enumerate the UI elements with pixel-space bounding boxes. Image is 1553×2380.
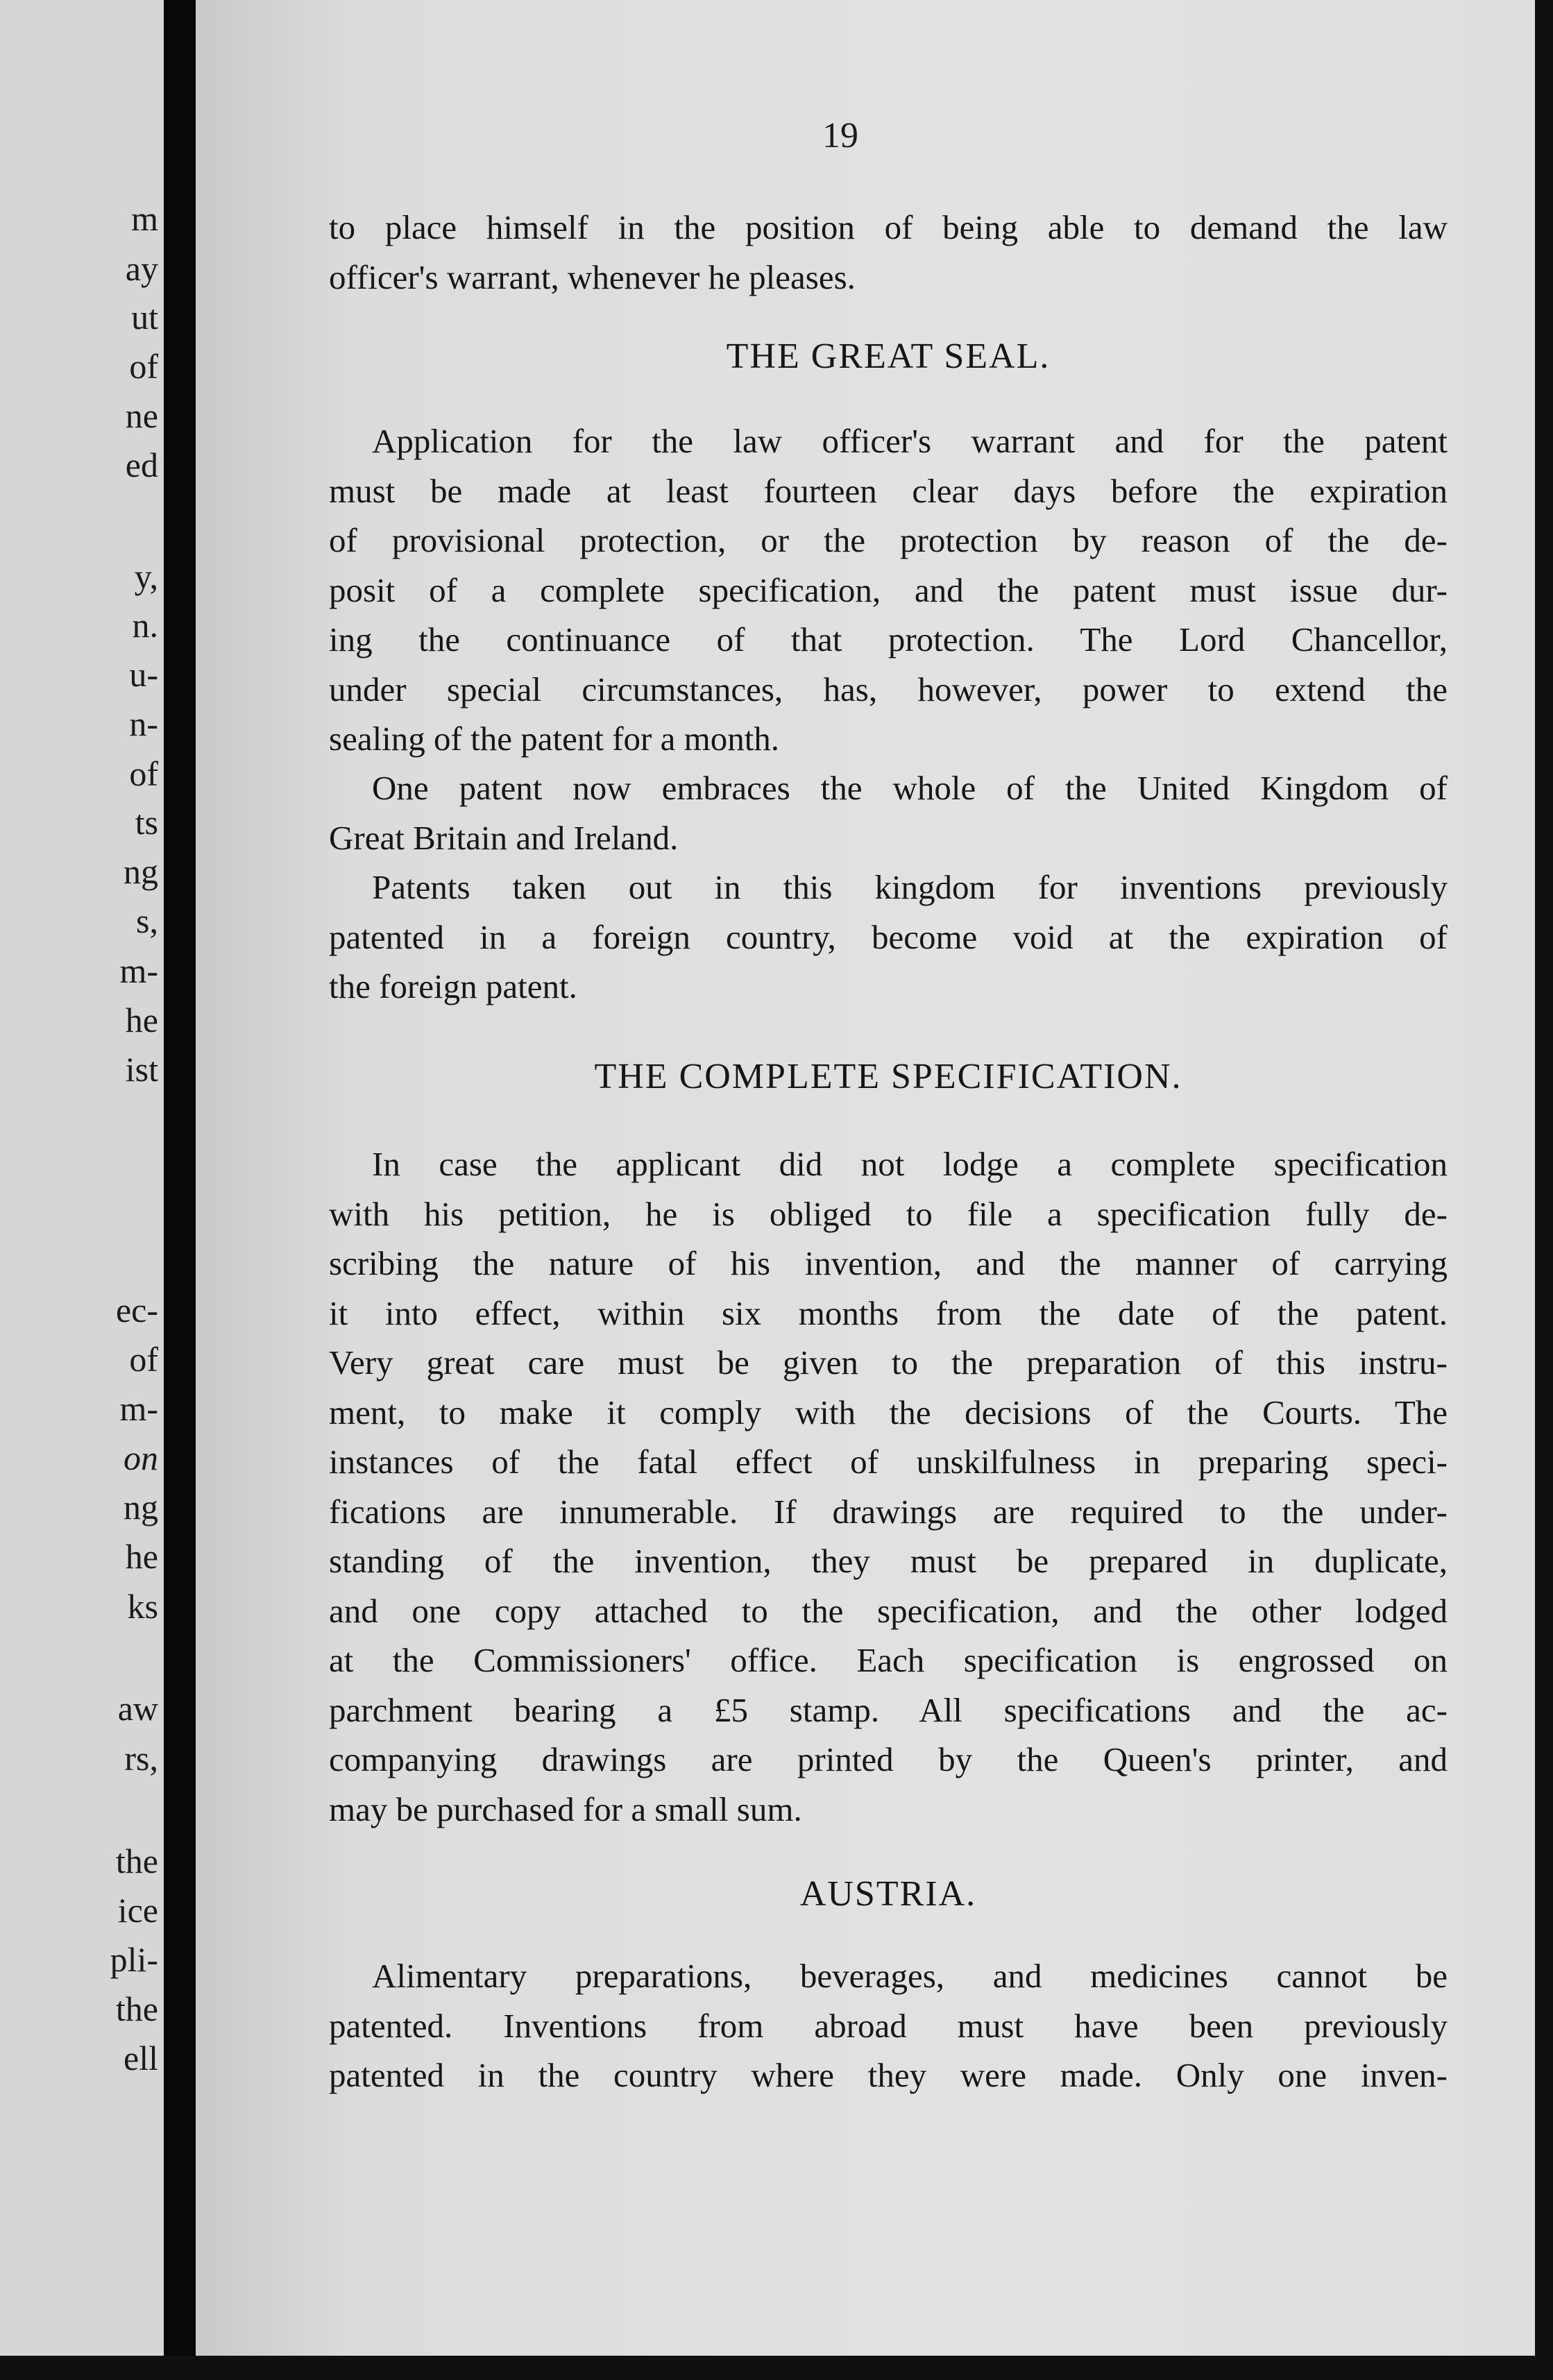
left-page-fragment: y,: [134, 557, 158, 596]
text-line: Great Britain and Ireland.: [329, 818, 679, 857]
left-page-fragment: ts: [135, 803, 158, 842]
section-heading-austria: AUSTRIA.: [799, 1874, 977, 1914]
text-line: officer's warrant, whenever he pleases.: [329, 257, 856, 296]
left-page-fragment: m: [131, 199, 158, 238]
text-line: fications are innumerable. If drawings are required to the under-: [329, 1492, 1448, 1531]
left-page-fragment: aw: [117, 1689, 158, 1728]
text-line: of provisional protection, or the protection by reason of the de-: [329, 521, 1448, 559]
left-page-fragment: ice: [117, 1891, 158, 1930]
left-page-fragment: rs,: [124, 1739, 158, 1778]
text-line: instances of the fatal effect of unskilfulness in preparing speci-: [329, 1443, 1448, 1481]
text-line: Very great care must be given to the preparation of this instru-: [329, 1343, 1448, 1382]
left-page-fragment: m-: [119, 951, 158, 990]
great-seal-paragraph-3: [329, 862, 1448, 1012]
text-line: Patents taken out in this kingdom for inventions previously: [372, 868, 1448, 906]
scan-border-right: [1535, 0, 1553, 2380]
text-line: Alimentary preparations, beverages, and medicines cannot be: [372, 1957, 1448, 1995]
text-line: must be made at least fourteen clear days before the expiration: [329, 471, 1448, 510]
text-line: standing of the invention, they must be prepared in duplicate,: [329, 1542, 1448, 1580]
text-line: patented in the country where they were made. Only one inven-: [329, 2056, 1448, 2094]
text-line: posit of a complete specification, and the patent must issue dur-: [329, 570, 1448, 609]
text-line: at the Commissioners' office. Each specification is engrossed on: [329, 1641, 1448, 1679]
text-line: to place himself in the position of being able to demand the law: [329, 208, 1448, 246]
text-line: One patent now embraces the whole of the United Kingdom of: [372, 769, 1448, 807]
text-line: sealing of the patent for a month.: [329, 720, 780, 758]
text-line: parchment bearing a £5 stamp. All specifications and the ac-: [329, 1690, 1448, 1729]
text-line: In case the applicant did not lodge a complete specification: [372, 1145, 1448, 1183]
left-page-fragment: n-: [129, 704, 158, 743]
left-page-fragment: n.: [132, 606, 158, 645]
text-line: patented. Inventions from abroad must have been previously: [329, 2006, 1448, 2045]
austria-paragraph: [329, 1951, 1448, 2100]
left-page-fragment: ks: [127, 1587, 158, 1626]
left-page-fragment: of: [129, 347, 158, 386]
text-line: with his petition, he is obliged to file a specification fully de-: [329, 1194, 1448, 1233]
left-page-fragment: he: [125, 1537, 158, 1576]
left-page-fragment: pli-: [110, 1940, 158, 1979]
section-heading-complete-specification: THE COMPLETE SPECIFICATION.: [594, 1057, 1182, 1096]
left-page-fragment: he: [125, 1001, 158, 1039]
text-line: under special circumstances, has, however, power to extend the: [329, 670, 1448, 708]
left-page-fragment: ec-: [115, 1291, 158, 1329]
left-page-fragment: the: [115, 1989, 158, 2028]
left-page-fragment: ut: [131, 298, 158, 337]
text-line: Application for the law officer's warrant and for the patent: [372, 422, 1448, 460]
left-page-fragment: of: [129, 1340, 158, 1379]
left-page-fragment: s,: [136, 901, 158, 940]
left-page-fragment: ell: [124, 2039, 158, 2077]
text-line: companying drawings are printed by the Queen's printer, and: [329, 1740, 1448, 1778]
text-line: and one copy attached to the specification, and the other lodged: [329, 1591, 1448, 1630]
left-page-fragment: ay: [125, 249, 158, 288]
left-page-fragment: the: [115, 1842, 158, 1880]
opening-paragraph: [329, 203, 1448, 302]
left-page-fragment: ed: [125, 445, 158, 484]
complete-specification-paragraph: [329, 1139, 1448, 1834]
great-seal-paragraph-1: [329, 416, 1448, 764]
text-line: patented in a foreign country, become void at the expiration of: [329, 917, 1448, 956]
left-page-fragment: m-: [119, 1389, 158, 1428]
left-page-fragment: u-: [129, 655, 158, 694]
text-line: ment, to make it comply with the decisions of the Courts. The: [329, 1393, 1448, 1431]
text-line: the foreign patent.: [329, 967, 577, 1005]
left-page-edge: [0, 0, 164, 2380]
text-line: may be purchased for a small sum.: [329, 1790, 802, 1828]
great-seal-paragraph-2: [329, 763, 1448, 862]
left-page-fragment: ne: [125, 396, 158, 435]
text-line: ing the continuance of that protection. The Lord Chancellor,: [329, 620, 1448, 658]
left-page-fragment: on: [124, 1438, 158, 1477]
book-gutter: [164, 0, 196, 2380]
left-page-fragment: ng: [124, 1488, 158, 1527]
left-page-fragment: ist: [125, 1050, 158, 1089]
scan-border-bottom: [0, 2356, 1553, 2380]
page-number: 19: [822, 116, 858, 155]
left-page-fragment: of: [129, 754, 158, 793]
section-heading-great-seal: THE GREAT SEAL.: [726, 337, 1051, 376]
left-page-fragment: ng: [124, 852, 158, 891]
text-line: scribing the nature of his invention, and the manner of carrying: [329, 1244, 1448, 1282]
text-line: it into effect, within six months from the date of the patent.: [329, 1293, 1448, 1332]
